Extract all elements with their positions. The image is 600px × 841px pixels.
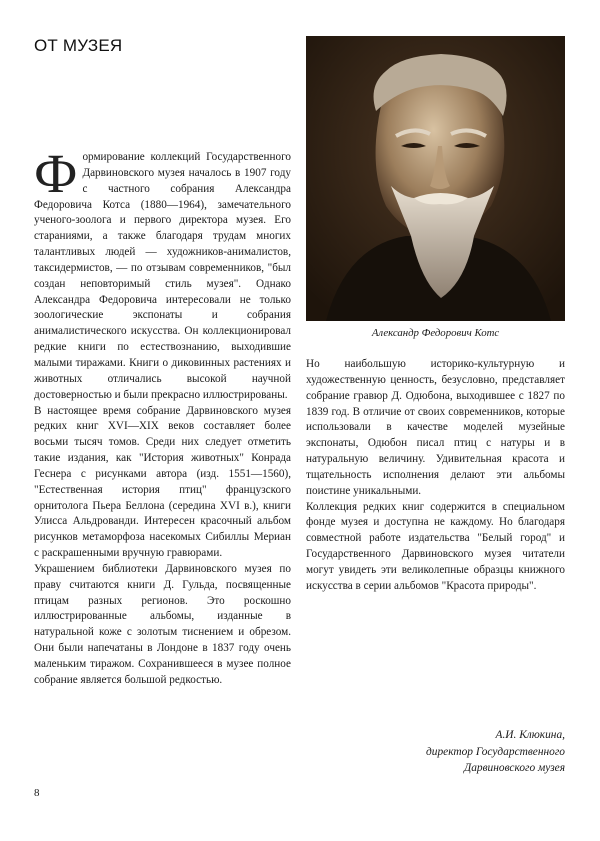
signature-title-line2: Дарвиновского музея	[463, 762, 565, 774]
gould-paragraph: Украшением библиотеки Дарвиновского музея по праву считаются книги Д. Гульда, посвященные птицам разных регионов. Это роскошно иллюстрированные альбомы, изданные в натуральной коже с золотым тиснением и обрезом. Они были напечатаны в Лондоне в 1837 году очень маленьким тиражом. Сохранившееся в музее полное собрание является большой редкостью.	[34, 562, 291, 686]
collection-paragraph: В настоящее время собрание Дарвиновского музея редких книг XVI—XIX веков составляет более восьми тысяч томов. Среди них следует отметить такие издания, как "История животных" Конрада Геснера с рисунками автора (изд. 1551—1560), "Естественная история птиц" французского орнитолога Пьера Беллона (середина XVI в.), книги Улисса Альдрованди. Интересен красочный альбом рисунков метаморфоза насекомых Сибиллы Мериан с раскрашенными вручную гравюрами.	[34, 404, 291, 560]
audubon-paragraph: Но наибольшую историко-культурную и художественную ценность, безусловно, представляет собрание гравюр Д. Одюбона, выходившее с 1827 по 1839 год. В отличие от своих современников, которые использовали в качестве моделей музейные экспонаты, Одюбон писал птиц с натуры и в натуральную величину. Удивительная красота и тщательность исполнения делают эти альбомы поистине уникальными.	[306, 358, 565, 497]
portrait-drawing	[306, 36, 565, 321]
intro-text: ормирование коллекций Государственного Дарвиновского музея началось в 1907 году с частного собрания Александра Федоровича Котса (1880—1964), замечательного ученого-зоолога и первого директора музея. Его стараниями, а также благодаря трудам многих талантливых людей — художников-анималистов, таксидермистов, — по отзывам современников, "был создан неповторимый стиль музея". Однако Александра Федоровича интересовали не только зоологические экспонаты и собрания анималистического искусства. Он коллекционировал редкие книги по естествознанию, выходившие малыми тиражами. Книги о диковинных растениях и животных отличались высокой научной достоверностью и были прекрасно иллюстрированы.	[34, 151, 291, 401]
page-number: 8	[34, 787, 40, 799]
page-heading: ОТ МУЗЕЯ	[34, 36, 123, 55]
left-column	[34, 143, 291, 689]
portrait-caption: Александр Федорович Котс	[371, 327, 500, 339]
collection-access-paragraph: Коллекция редких книг содержится в специальном фонде музея и доступна не каждому. Но благодаря совместной работе издательства "Белый город" и Государственного Дарвиновского музея читатели могут увидеть эти великолепные образцы книжного искусства в серии альбомов "Красота природы".	[306, 500, 565, 592]
right-column	[306, 357, 565, 595]
drop-cap: Ф	[34, 143, 78, 204]
signature-name: А.И. Клюкина,	[495, 729, 565, 741]
signature-block	[360, 727, 565, 777]
portrait-photo	[306, 36, 565, 321]
signature-title-line1: директор Государственного	[425, 745, 565, 758]
intro-paragraph	[34, 143, 291, 404]
